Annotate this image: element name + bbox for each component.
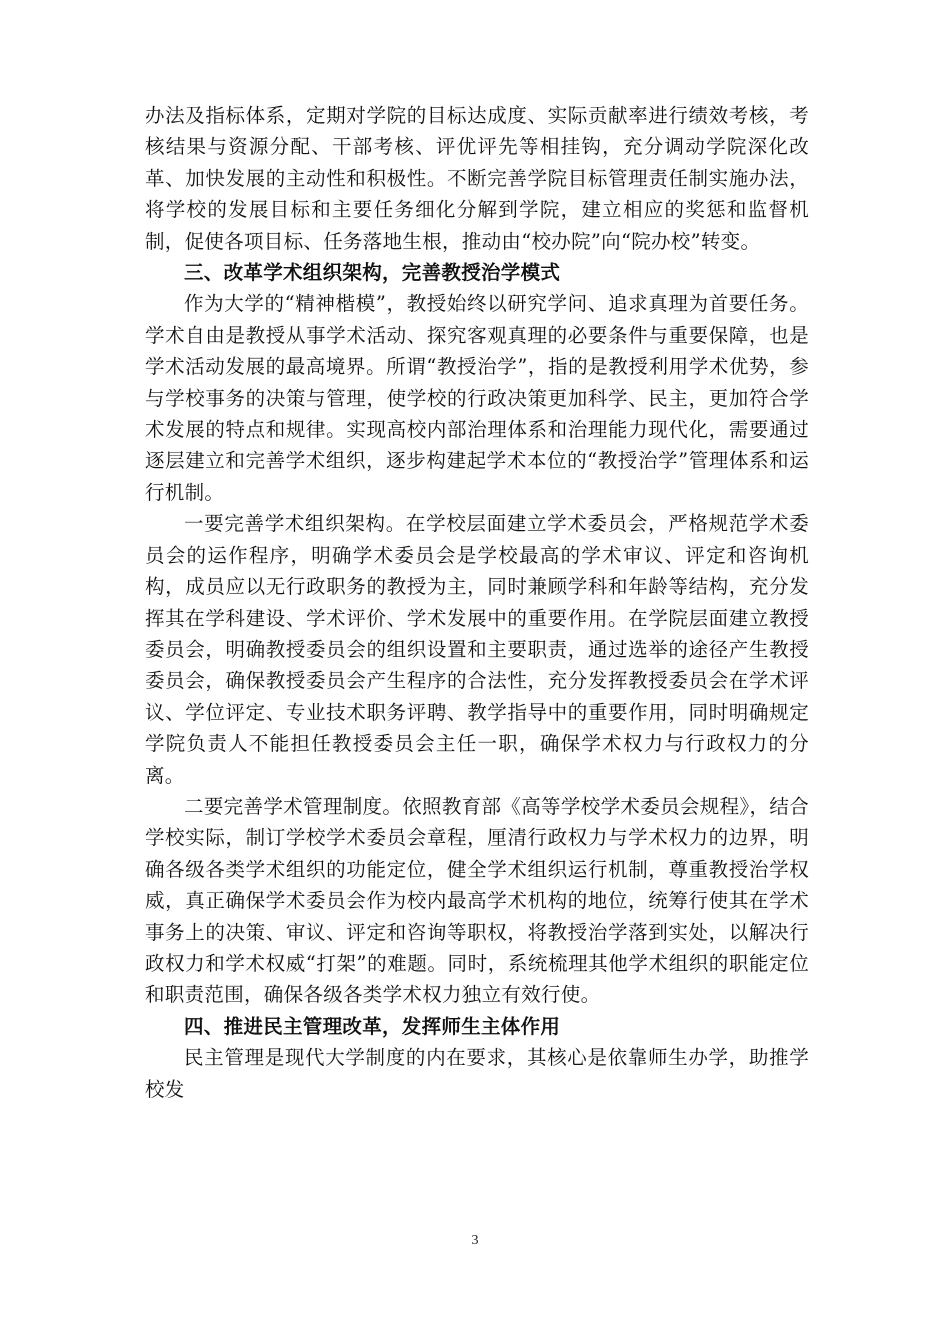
paragraph-democratic-management: 民主管理是现代大学制度的内在要求，其核心是依靠师生办学，助推学校发	[145, 1046, 809, 1101]
paragraph-academic-system: 二要完善学术管理制度。依照教育部《高等学校学术委员会规程》，结合学校实际，制订学校学术委员会章程，厘清行政权力与学术权力的边界，明确各级各类学术组织的功能定位，健全学术组织运行机制，尊重教授治学权威，真正确保学术委员会作为校内最高学术机构的地位，统筹行使其在学术事务上的决策、审议、评定和咨询等职权，将教授治学落到实处，以解决行政权力和学术权威“打架”的难题。同时，系统梳理其他学术组织的职能定位和职责范围，确保各级各类学术权力独立有效行使。	[145, 794, 809, 1007]
section-heading-3: 三、改革学术组织架构，完善教授治学模式	[184, 261, 561, 285]
paragraph-continuation: 办法及指标体系，定期对学院的目标达成度、实际贡献率进行绩效考核，考核结果与资源分配、干部考核、评优评先等相挂钩，充分调动学院深化改革、加快发展的主动性和积极性。不断完善学院目标管理责任制实施办法，将学校的发展目标和主要任务细化分解到学院，建立相应的奖惩和监督机制，促使各项目标、任务落地生根，推动由“校办院”向“院办校”转变。	[145, 104, 809, 253]
document-body	[145, 100, 809, 1105]
paragraph-academic-structure: 一要完善学术组织架构。在学校层面建立学术委员会，严格规范学术委员会的运作程序，明确学术委员会是学校最高的学术审议、评定和咨询机构，成员应以无行政职务的教授为主，同时兼顾学科和年龄等结构，充分发挥其在学科建设、学术评价、学术发展中的重要作用。在学院层面建立教授委员会，明确教授委员会的组织设置和主要职责，通过选举的途径产生教授委员会，确保教授委员会产生程序的合法性，充分发挥教授委员会在学术评议、学位评定、专业技术职务评聘、教学指导中的重要作用，同时明确规定学院负责人不能担任教授委员会主任一职，确保学术权力与行政权力的分离。	[145, 512, 809, 787]
paragraph-professor-governance: 作为大学的“精神楷模”，教授始终以研究学问、追求真理为首要任务。学术自由是教授从事学术活动、探究客观真理的必要条件与重要保障，也是学术活动发展的最高境界。所谓“教授治学”，指的是教授利用学术优势，参与学校事务的决策与管理，使学校的行政决策更加科学、民主，更加符合学术发展的特点和规律。实现高校内部治理体系和治理能力现代化，需要通过逐层建立和完善学术组织，逐步构建起学术本位的“教授治学”管理体系和运行机制。	[145, 292, 809, 504]
section-heading-4: 四、推进民主管理改革，发挥师生主体作用	[184, 1014, 561, 1038]
page-number: 3	[471, 1233, 479, 1248]
